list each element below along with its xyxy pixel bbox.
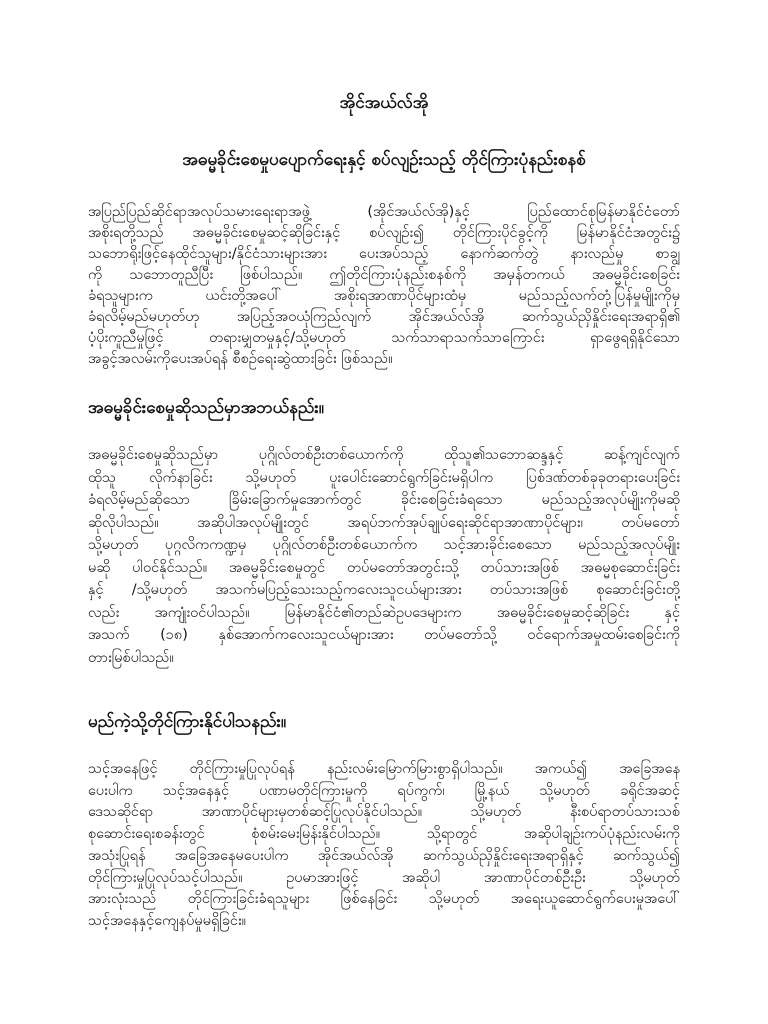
definition-paragraph	[88, 444, 680, 669]
paragraph-line: စုဆောင်းရေးစခန်းတွင် စုံစမ်းမေးမြန်းနိုင်ပါသည်။ သို့ရာတွင် အဆိုပါချဉ်းကပ်ပုံနည်းလမ်းကို	[88, 826, 680, 843]
document-title: အိုင်အယ်လ်အို	[339, 93, 429, 113]
paragraph-line: တားမြစ်ပါသည်။	[88, 649, 174, 666]
paragraph-line: ပေးပါက သင့်အနေနှင့် ပဏာမတိုင်ကြားမှုကို ရပ်ကွက်၊ မြို့နယ် သို့မဟုတ် ခရိုင်အဆင့်	[88, 782, 680, 799]
paragraph-line: သင့်အနေနှင့်ကျေနပ်မှုမရှိခြင်း။	[88, 912, 247, 929]
paragraph-line: နှင့် /သို့မဟုတ် အသက်မပြည့်သေးသည့်ကလေးသူငယ်များအား တပ်သားအဖြစ် စုဆောင်းခြင်းတို့	[88, 582, 680, 598]
paragraph-line: အသုံးပြုရန် အခြေအနေမပေးပါက အိုင်အယ်လ်အို ဆက်သွယ်ညှိနှိုင်းရေးအရာရှိနှင့် ဆက်သွယ်၍	[88, 847, 680, 864]
paragraph-line: မဆို ပါဝင်နိုင်သည်။ အဓမ္မခိုင်းစေမှုတွင် တပ်မတော်အတွင်းသို့ တပ်သားအဖြစ် အဓမ္မစုဆောင်းခြင်း	[88, 559, 680, 576]
paragraph-line: သဘောရိုးဖြင့်နေထိုင်သူများ/နိုင်ငံသားများအား ပေးအပ်သည့် နောက်ဆက်တွဲ နားလည်မှု စာချွ	[88, 246, 680, 262]
document-subtitle: အဓမ္မခိုင်းစေမှုပပျောက်ရေးနှင့် စပ်လျဉ်းသည့် တိုင်ကြားပုံနည်းစနစ်	[182, 150, 586, 170]
section-heading-what-is-forced-labour: အဓမ္မခိုင်းစေမှုဆိုသည်မှာအဘယ်နည်း။	[88, 398, 324, 418]
paragraph-line: အသက် (၁၈) နှစ်အောက်ကလေးသူငယ်များအား တပ်မတော်သို့ ဝင်ရောက်အမှုထမ်းစေခြင်းကို	[88, 627, 680, 643]
paragraph-line: ဆိုလိုပါသည်။ အဆိုပါအလုပ်မျိုးတွင် အရပ်ဘက်အုပ်ချုပ်ရေးဆိုင်ရာအာဏာပိုင်များ၊ တပ်မတော်	[88, 514, 680, 531]
paragraph-line: ကို သဘောတူညီပြီး ဖြစ်ပါသည်။ ဤတိုင်ကြားပုံနည်းစနစ်ကို အမှန်တကယ် အဓမ္မခိုင်းစေခြင်း	[88, 267, 680, 283]
paragraph-line: အပြည်ပြည်ဆိုင်ရာအလုပ်သမားရေးရာအဖွဲ့ (အိုင်အယ်လ်အို)နှင့် ပြည်ထောင်စုမြန်မာနိုင်ငံတော်	[88, 204, 680, 220]
paragraph-line: သို့မဟုတ် ပုဂ္ဂလိကကဏ္ဍမှ ပုဂ္ဂိုလ်တစ်ဦးတစ်ယောက်က သင့်အားခိုင်းစေသော မည်သည့်အလုပ်မျိုး	[88, 537, 680, 553]
paragraph-line: အစိုးရတို့သည် အဓမ္မခိုင်းစေမှုဆင့်ဆိုခြင်းနှင့် စပ်လျဉ်း၍ တိုင်ကြားပိုင်ခွင့်ကို မြန်မာနိုင်ငံအတွင်း၌	[88, 225, 680, 241]
paragraph-line: အခွင့်အလမ်းကိုပေးအပ်ရန် စီစဉ်ရေးဆွဲထားခြင်း ဖြစ်သည်။	[88, 351, 393, 367]
paragraph-line: အဓမ္မခိုင်းစေမှုဆိုသည်မှာ ပုဂ္ဂိုလ်တစ်ဦးတစ်ယောက်ကို ထိုသူ၏သဘောဆန္ဒနှင့် ဆန့်ကျင်လျက်	[88, 447, 680, 463]
paragraph-line: ခံရသူများက ယင်းတို့အပေါ် အစိုးရအာဏာပိုင်များထံမှ မည်သည့်လက်တုံ့ပြန်မှုမျိုးကိုမှ	[88, 288, 680, 304]
paragraph-line: ထိုသူ လိုက်နာခြင်း သို့မဟုတ် ပူးပေါင်းဆောင်ရွက်ခြင်းမရှိပါက ပြစ်ဒဏ်တစ်ခုခုတရားပေးခြင်း	[88, 469, 680, 486]
paragraph-line: အားလုံးသည် တိုင်ကြားခြင်းခံရသူများ ဖြစ်နေခြင်း သို့မဟုတ် အရေးယူဆောင်ရွက်ပေးမှုအပေါ်	[88, 891, 680, 908]
paragraph-line: လည်း အကျုံးဝင်ပါသည်။ မြန်မာနိုင်ငံ၏တည်ဆဲဥပဒေများက အဓမ္မခိုင်းစေမှုဆင့်ဆိုခြင်း နှင့်	[88, 604, 680, 621]
paragraph-line: ခံရလိမ့်မည်မဟုတ်ဟု အပြည့်အဝယုံကြည်လျက် အိုင်အယ်လ်အို ဆက်သွယ်ညှိနှိုင်းရေးအရာရှိ၏	[88, 309, 680, 325]
complaint-procedure-paragraph	[88, 759, 680, 933]
paragraph-line: သင့်အနေဖြင့် တိုင်ကြားမှုပြုလုပ်ရန် နည်းလမ်းမြောက်မြားစွာရှိပါသည်။ အကယ်၍ အခြေအနေ	[88, 761, 680, 777]
paragraph-line: ခံရလိမ့်မည်ဆိုသော ခြိမ်းခြောက်မှုအောက်တွင် ခိုင်းစေခြင်းခံရသော မည်သည့်အလုပ်မျိုးကိုမဆို	[88, 492, 680, 508]
paragraph-line: တိုင်ကြားမှုပြုလုပ်သင့်ပါသည်။ ဥပမာအားဖြင့် အဆိုပါ အာဏာပိုင်တစ်ဦးဦး သို့မဟုတ်	[88, 869, 680, 886]
section-heading-how-to-complain: မည်ကဲ့သို့တိုင်ကြားနိုင်ပါသနည်း။	[88, 712, 286, 732]
intro-paragraph	[88, 202, 680, 370]
paragraph-line: ပံ့ပိုးကူညီမှုဖြင့် တရားမျှတမှုနှင့်/သို့မဟုတ် သက်သာရာသက်သာကြောင်း ရှာဖွေရရှိနိုင်သော	[88, 330, 680, 346]
paragraph-line: ဒေသဆိုင်ရာ အာဏာပိုင်များမှတစ်ဆင့်ပြုလုပ်နိုင်ပါသည်။ သို့မဟုတ် နီးစပ်ရာတပ်သားသစ်	[88, 804, 680, 821]
